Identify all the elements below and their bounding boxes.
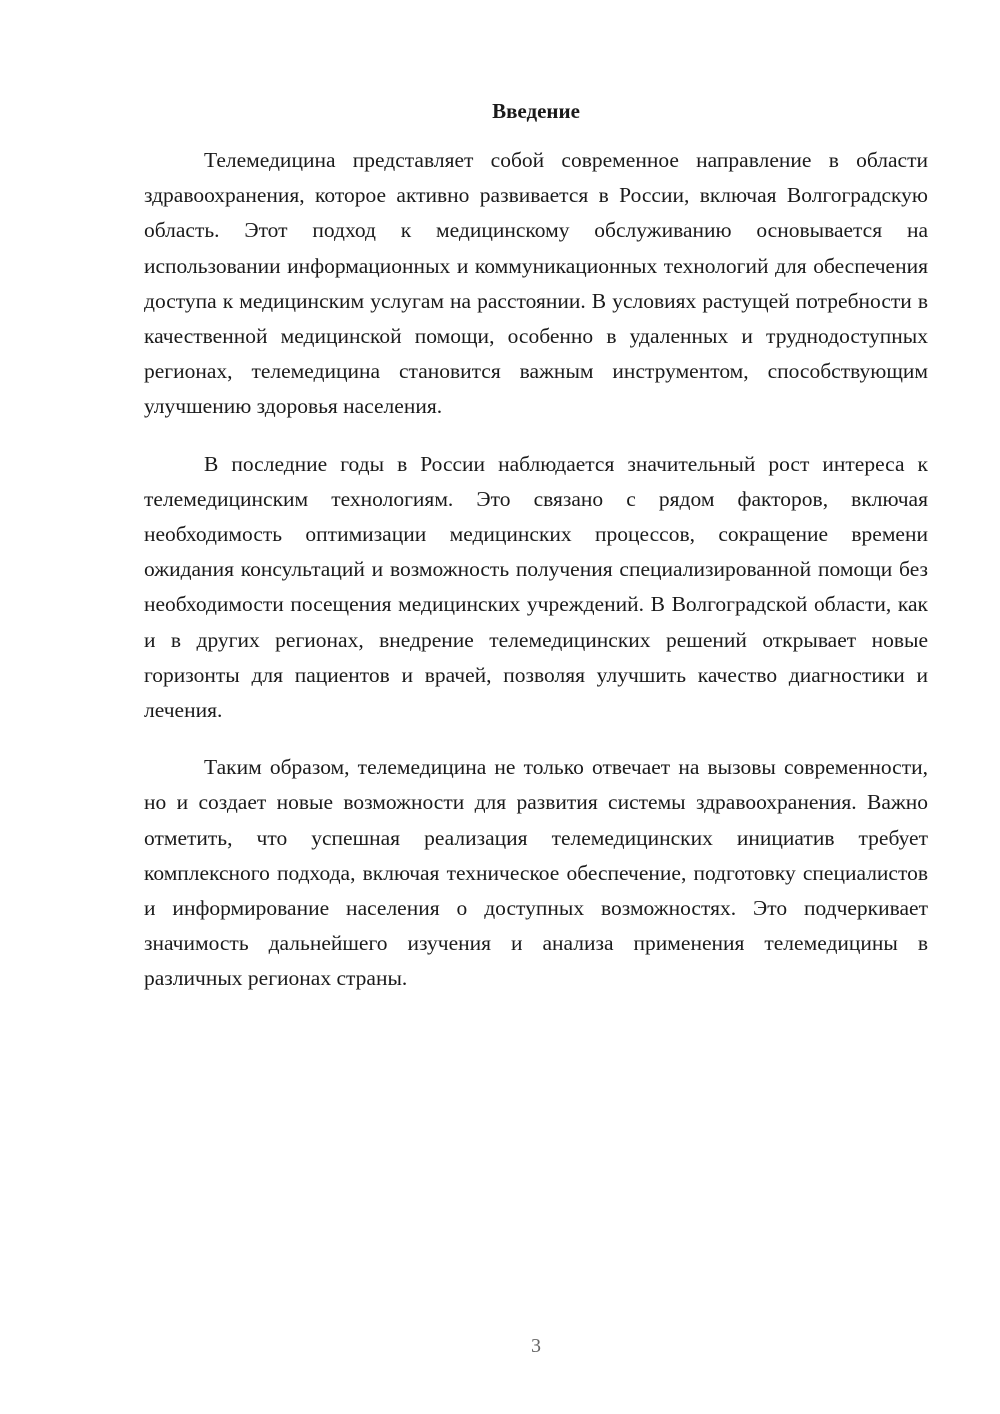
body-text (144, 143, 928, 1019)
paragraph-2: В последние годы в России наблюдается значительный рост интереса к телемедицинским технологиям. Это связано с рядом факторов, включая необходимость оптимизации медицинских процессов, сокращение времени ожидания консультаций и возможность получения специализированной помощи без необходимости посещения медицинских учреждений. В Волгоградской области, как и в других регионах, внедрение телемедицинских решений открывает новые горизонты для пациентов и врачей, позволяя улучшить качество диагностики и лечения. (144, 451, 928, 723)
page-number: 3 (531, 1335, 541, 1357)
section-title: Введение (492, 99, 580, 123)
paragraph-3: Таким образом, телемедицина не только отвечает на вызовы современности, но и создает новые возможности для развития системы здравоохранения. Важно отметить, что успешная реализация телемедицинских инициатив требует комплексного подхода, включая техническое обеспечение, подготовку специалистов и информирование населения о доступных возможностях. Это подчеркивает значимость дальнейшего изучения и анализа применения телемедицины в различных регионах страны. (144, 755, 928, 991)
paragraph-1: Телемедицина представляет собой современное направление в области здравоохранения, которое активно развивается в России, включая Волгоградскую область. Этот подход к медицинскому обслуживанию основывается на использовании информационных и коммуникационных технологий для обеспечения доступа к медицинским услугам на расстоянии. В условиях растущей потребности в качественной медицинской помощи, особенно в удаленных и труднодоступных регионах, телемедицина становится важным инструментом, способствующим улучшению здоровья населения. (144, 148, 928, 419)
